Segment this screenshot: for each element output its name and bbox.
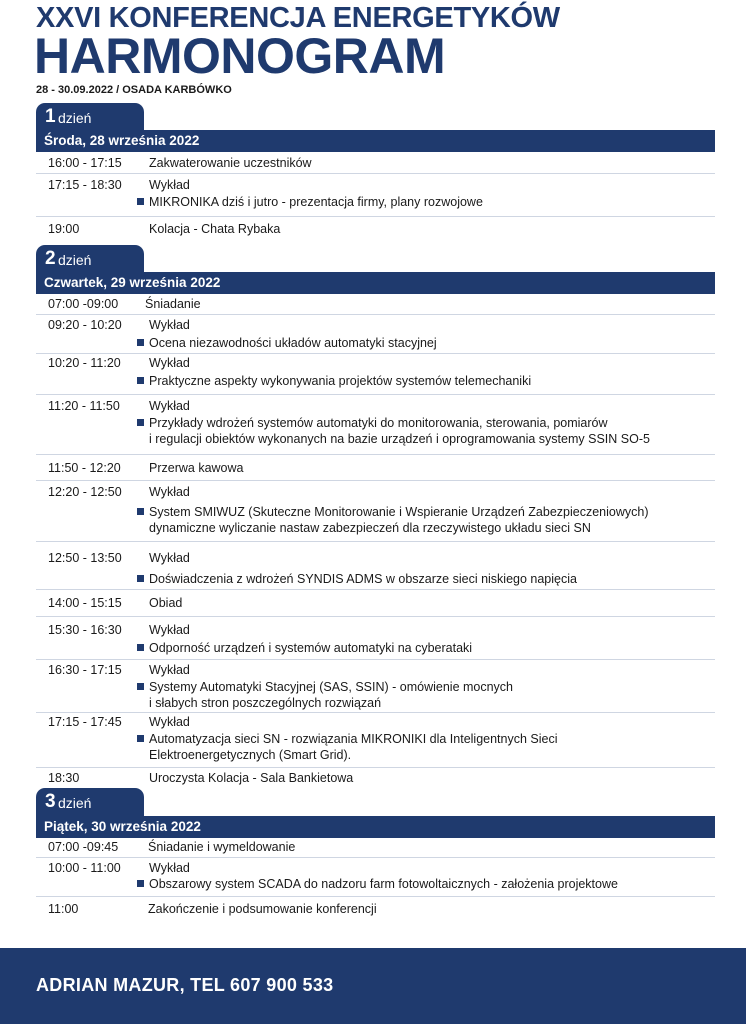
row-detail: Automatyzacja sieci SN - rozwiązania MIKRONIKI dla Inteligentnych Sieci Elektroenergetycznych (Smart Grid).	[137, 731, 558, 763]
schedule-row	[36, 617, 715, 660]
row-time: 10:20 - 11:20	[48, 356, 121, 370]
schedule-row	[36, 294, 715, 315]
row-time: 15:30 - 16:30	[48, 623, 122, 637]
row-time: 19:00	[48, 222, 80, 236]
bullet-icon	[137, 880, 144, 887]
schedule-row	[36, 174, 715, 217]
schedule-row	[36, 768, 715, 788]
bullet-icon	[137, 339, 144, 346]
row-detail: Doświadczenia z wdrożeń SYNDIS ADMS w obszarze sieci niskiego napięcia	[137, 571, 577, 587]
row-activity: Wykład	[149, 485, 190, 499]
footer-bar	[0, 948, 746, 1024]
row-detail: Obszarowy system SCADA do nadzoru farm fotowoltaicznych - założenia projektowe	[137, 876, 618, 892]
schedule-row	[36, 713, 715, 768]
row-activity: Wykład	[149, 623, 190, 637]
row-time: 11:00	[48, 902, 79, 916]
row-activity: Uroczysta Kolacja - Sala Bankietowa	[149, 771, 354, 785]
row-activity: Wykład	[149, 178, 190, 192]
row-activity: Wykład	[149, 318, 190, 332]
row-detail: Przykłady wdrożeń systemów automatyki do monitorowania, sterowania, pomiarów i regulacji obiektów wykonanych na bazie urządzeń i oprogramowania systemy SSIN SO-5	[137, 415, 650, 447]
day-number: 3	[45, 791, 56, 812]
conference-title: XXVI KONFERENCJA ENERGETYKÓW	[36, 2, 560, 34]
row-time: 17:15 - 18:30	[48, 178, 122, 192]
row-detail: MIKRONIKA dziś i jutro - prezentacja firmy, plany rozwojowe	[137, 194, 483, 210]
row-activity: Śniadanie	[145, 297, 201, 311]
row-time: 11:20 - 11:50	[48, 399, 120, 413]
row-activity: Wykład	[149, 663, 190, 677]
bullet-icon	[137, 575, 144, 582]
row-time: 09:20 - 10:20	[48, 318, 122, 332]
schedule-row	[36, 660, 715, 713]
row-activity: Zakończenie i podsumowanie konferencji	[148, 902, 377, 916]
page-title: HARMONOGRAM	[34, 28, 446, 84]
row-activity: Przerwa kawowa	[149, 461, 244, 475]
day-date-bar-1: Środa, 28 września 2022	[36, 130, 715, 152]
schedule-row	[36, 481, 715, 542]
row-time: 14:00 - 15:15	[48, 596, 122, 610]
row-activity: Wykład	[149, 551, 190, 565]
row-time: 16:30 - 17:15	[48, 663, 122, 677]
row-activity: Wykład	[149, 861, 190, 875]
schedule-row	[36, 897, 715, 923]
bullet-icon	[137, 683, 144, 690]
row-activity: Obiad	[149, 596, 183, 610]
bullet-icon	[137, 198, 144, 205]
schedule-row	[36, 455, 715, 481]
schedule-row	[36, 395, 715, 455]
bullet-icon	[137, 735, 144, 742]
row-detail: Praktyczne aspekty wykonywania projektów systemów telemechaniki	[137, 373, 531, 389]
bullet-icon	[137, 377, 144, 384]
row-time: 10:00 - 11:00	[48, 861, 121, 875]
row-time: 12:20 - 12:50	[48, 485, 122, 499]
schedule-row	[36, 838, 715, 858]
row-activity: Zakwaterowanie uczestników	[149, 156, 312, 170]
day-word: dzień	[58, 795, 92, 811]
row-activity: Wykład	[149, 399, 190, 413]
schedule-row	[36, 590, 715, 617]
row-time: 07:00 -09:00	[48, 297, 119, 311]
bullet-icon	[137, 508, 144, 515]
schedule-row	[36, 217, 715, 239]
row-detail: Ocena niezawodności układów automatyki stacyjnej	[137, 335, 437, 351]
row-time: 17:15 - 17:45	[48, 715, 122, 729]
day-number: 1	[45, 106, 56, 127]
schedule-row	[36, 152, 715, 174]
bullet-icon	[137, 644, 144, 651]
day-word: dzień	[58, 110, 92, 126]
bullet-icon	[137, 419, 144, 426]
row-detail: System SMIWUZ (Skuteczne Monitorowanie i Wspieranie Urządzeń Zabezpieczeniowych) dynamiczne wyliczanie nastaw zabezpieczeń dla rzeczywistego układu sieci SN	[137, 504, 649, 536]
row-detail: Odporność urządzeń i systemów automatyki na cyberataki	[137, 640, 472, 656]
day-tab-2	[36, 245, 144, 273]
day-tab-3	[36, 788, 144, 816]
row-time: 11:50 - 12:20	[48, 461, 121, 475]
day-date-bar-2: Czwartek, 29 września 2022	[36, 272, 715, 294]
schedule-row	[36, 858, 715, 897]
row-detail: Systemy Automatyki Stacyjnej (SAS, SSIN) - omówienie mocnych i słabych stron poszczególnych rozwiązań	[137, 679, 513, 711]
row-activity: Kolacja - Chata Rybaka	[149, 222, 281, 236]
schedule-row	[36, 542, 715, 590]
row-activity: Wykład	[149, 715, 190, 729]
row-activity: Śniadanie i wymeldowanie	[148, 840, 296, 854]
row-activity: Wykład	[149, 356, 190, 370]
schedule-row	[36, 354, 715, 395]
day-tab-1	[36, 103, 144, 131]
contact-info: ADRIAN MAZUR, TEL 607 900 533	[36, 975, 334, 995]
day-number: 2	[45, 248, 56, 269]
event-dates-location: 28 - 30.09.2022 / OSADA KARBÓWKO	[36, 84, 232, 96]
row-time: 07:00 -09:45	[48, 840, 119, 854]
row-time: 18:30	[48, 771, 80, 785]
day-word: dzień	[58, 252, 92, 268]
day-date-bar-3: Piątek, 30 września 2022	[36, 816, 715, 838]
row-time: 16:00 - 17:15	[48, 156, 122, 170]
schedule-row	[36, 315, 715, 354]
row-time: 12:50 - 13:50	[48, 551, 122, 565]
